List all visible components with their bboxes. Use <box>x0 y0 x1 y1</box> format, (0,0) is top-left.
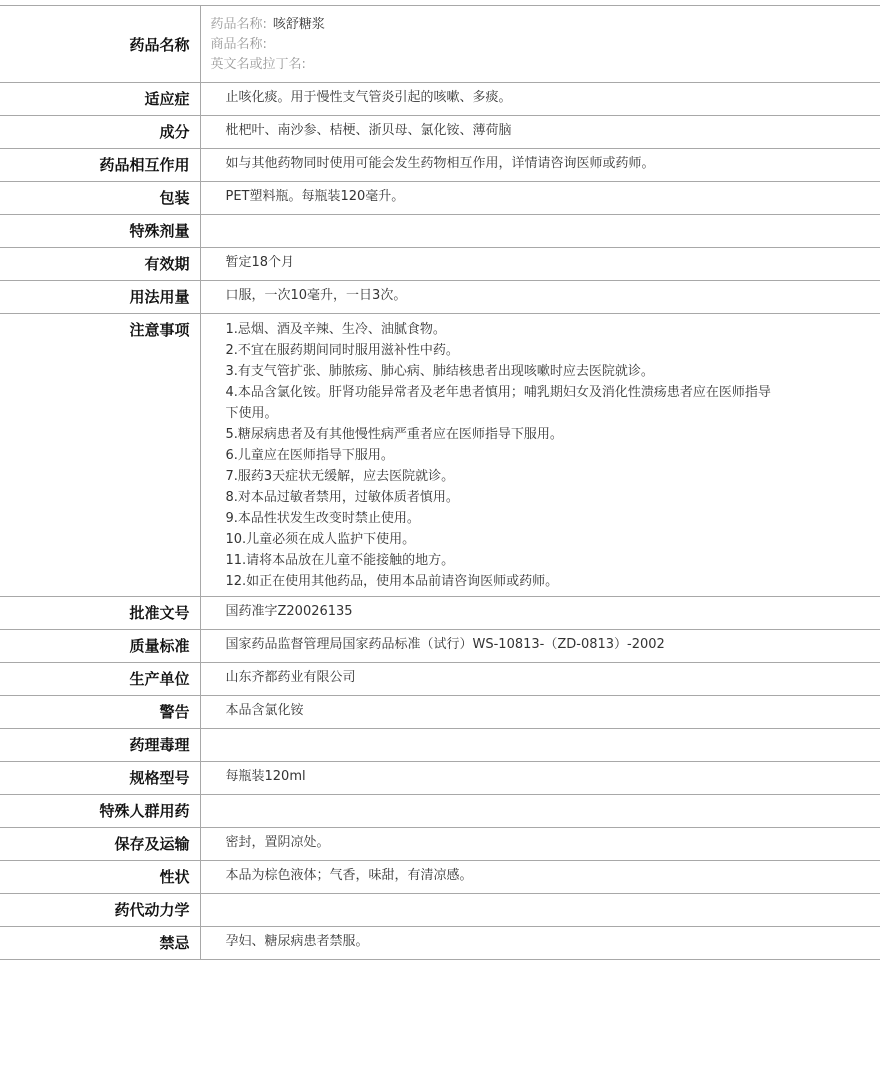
precaution-item: 3.有支气管扩张、肺脓疡、肺心病、肺结核患者出现咳嗽时应去医院就诊。 <box>225 364 654 379</box>
value-special-population <box>200 795 880 828</box>
value-description: 本品为棕色液体；气香，味甜，有清凉感。 <box>200 861 880 894</box>
label-packaging: 包装 <box>0 182 200 215</box>
row-manufacturer <box>0 663 880 696</box>
value-indications: 止咳化痰。用于慢性支气管炎引起的咳嗽、多痰。 <box>200 83 880 116</box>
row-usage <box>0 281 880 314</box>
drug-name-block <box>200 6 880 83</box>
row-specification <box>0 762 880 795</box>
label-specification: 规格型号 <box>0 762 200 795</box>
row-standard <box>0 630 880 663</box>
row-warning <box>0 696 880 729</box>
row-indications <box>0 83 880 116</box>
value-manufacturer: 山东齐都药业有限公司 <box>200 663 880 696</box>
value-toxicology <box>200 729 880 762</box>
row-drug-name <box>0 6 880 83</box>
precaution-item: 4.本品含氯化铵。肝肾功能异常者及老年患者慎用；哺乳期妇女及消化性溃疡患者应在医师指导下使用。 <box>225 385 771 421</box>
label-manufacturer: 生产单位 <box>0 663 200 696</box>
row-packaging <box>0 182 880 215</box>
label-description: 性状 <box>0 861 200 894</box>
value-approval: 国药准字Z20026135 <box>200 597 880 630</box>
label-special-dosage: 特殊剂量 <box>0 215 200 248</box>
value-ingredients: 枇杷叶、南沙参、桔梗、浙贝母、氯化铵、薄荷脑 <box>200 116 880 149</box>
value-warning: 本品含氯化铵 <box>200 696 880 729</box>
precaution-item: 2.不宜在服药期间同时服用滋补性中药。 <box>225 343 459 358</box>
value-storage: 密封，置阴凉处。 <box>200 828 880 861</box>
generic-name-key: 药品名称: <box>210 17 267 32</box>
precaution-item: 10.儿童必须在成人监护下使用。 <box>225 532 416 547</box>
row-approval <box>0 597 880 630</box>
precaution-item: 1.忌烟、酒及辛辣、生冷、油腻食物。 <box>225 322 446 337</box>
precaution-item: 9.本品性状发生改变时禁止使用。 <box>225 511 420 526</box>
label-indications: 适应症 <box>0 83 200 116</box>
row-shelf-life <box>0 248 880 281</box>
row-special-dosage <box>0 215 880 248</box>
value-interactions: 如与其他药物同时使用可能会发生药物相互作用，详情请咨询医师或药师。 <box>200 149 880 182</box>
english-name-line <box>211 55 880 75</box>
trade-name-key: 商品名称: <box>210 37 267 52</box>
row-storage <box>0 828 880 861</box>
precaution-item: 7.服药3天症状无缓解，应去医院就诊。 <box>225 469 455 484</box>
row-pharmacokinetics <box>0 894 880 927</box>
label-special-population: 特殊人群用药 <box>0 795 200 828</box>
value-special-dosage <box>200 215 880 248</box>
english-name-key: 英文名或拉丁名: <box>210 57 306 72</box>
label-storage: 保存及运输 <box>0 828 200 861</box>
row-ingredients <box>0 116 880 149</box>
value-pharmacokinetics <box>200 894 880 927</box>
value-shelf-life: 暂定18个月 <box>200 248 880 281</box>
label-contraindications: 禁忌 <box>0 927 200 960</box>
value-contraindications: 孕妇、糖尿病患者禁服。 <box>200 927 880 960</box>
label-precautions: 注意事项 <box>0 314 200 597</box>
value-standard: 国家药品监督管理局国家药品标准（试行）WS-10813-（ZD-0813）-2002 <box>200 630 880 663</box>
label-pharmacokinetics: 药代动力学 <box>0 894 200 927</box>
label-standard: 质量标准 <box>0 630 200 663</box>
trade-name-line <box>211 35 880 55</box>
row-interactions <box>0 149 880 182</box>
label-toxicology: 药理毒理 <box>0 729 200 762</box>
value-specification: 每瓶装120ml <box>200 762 880 795</box>
precaution-item: 8.对本品过敏者禁用，过敏体质者慎用。 <box>225 490 459 505</box>
precautions-list <box>200 314 880 597</box>
precaution-item: 5.糖尿病患者及有其他慢性病严重者应在医师指导下服用。 <box>225 427 563 442</box>
label-interactions: 药品相互作用 <box>0 149 200 182</box>
label-drug-name: 药品名称 <box>0 6 200 83</box>
row-toxicology <box>0 729 880 762</box>
row-special-population <box>0 795 880 828</box>
label-warning: 警告 <box>0 696 200 729</box>
row-description <box>0 861 880 894</box>
label-approval: 批准文号 <box>0 597 200 630</box>
row-contraindications <box>0 927 880 960</box>
value-packaging: PET塑料瓶。每瓶装120毫升。 <box>200 182 880 215</box>
precaution-item: 12.如正在使用其他药品，使用本品前请咨询医师或药师。 <box>225 574 559 589</box>
generic-name-line <box>211 15 880 35</box>
precaution-item: 6.儿童应在医师指导下服用。 <box>225 448 394 463</box>
row-precautions <box>0 314 880 597</box>
label-shelf-life: 有效期 <box>0 248 200 281</box>
label-usage: 用法用量 <box>0 281 200 314</box>
label-ingredients: 成分 <box>0 116 200 149</box>
precaution-item: 11.请将本品放在儿童不能接触的地方。 <box>225 553 455 568</box>
generic-name-value: 咳舒糖浆 <box>272 17 325 32</box>
value-usage: 口服，一次10毫升，一日3次。 <box>200 281 880 314</box>
drug-info-table <box>0 5 880 960</box>
